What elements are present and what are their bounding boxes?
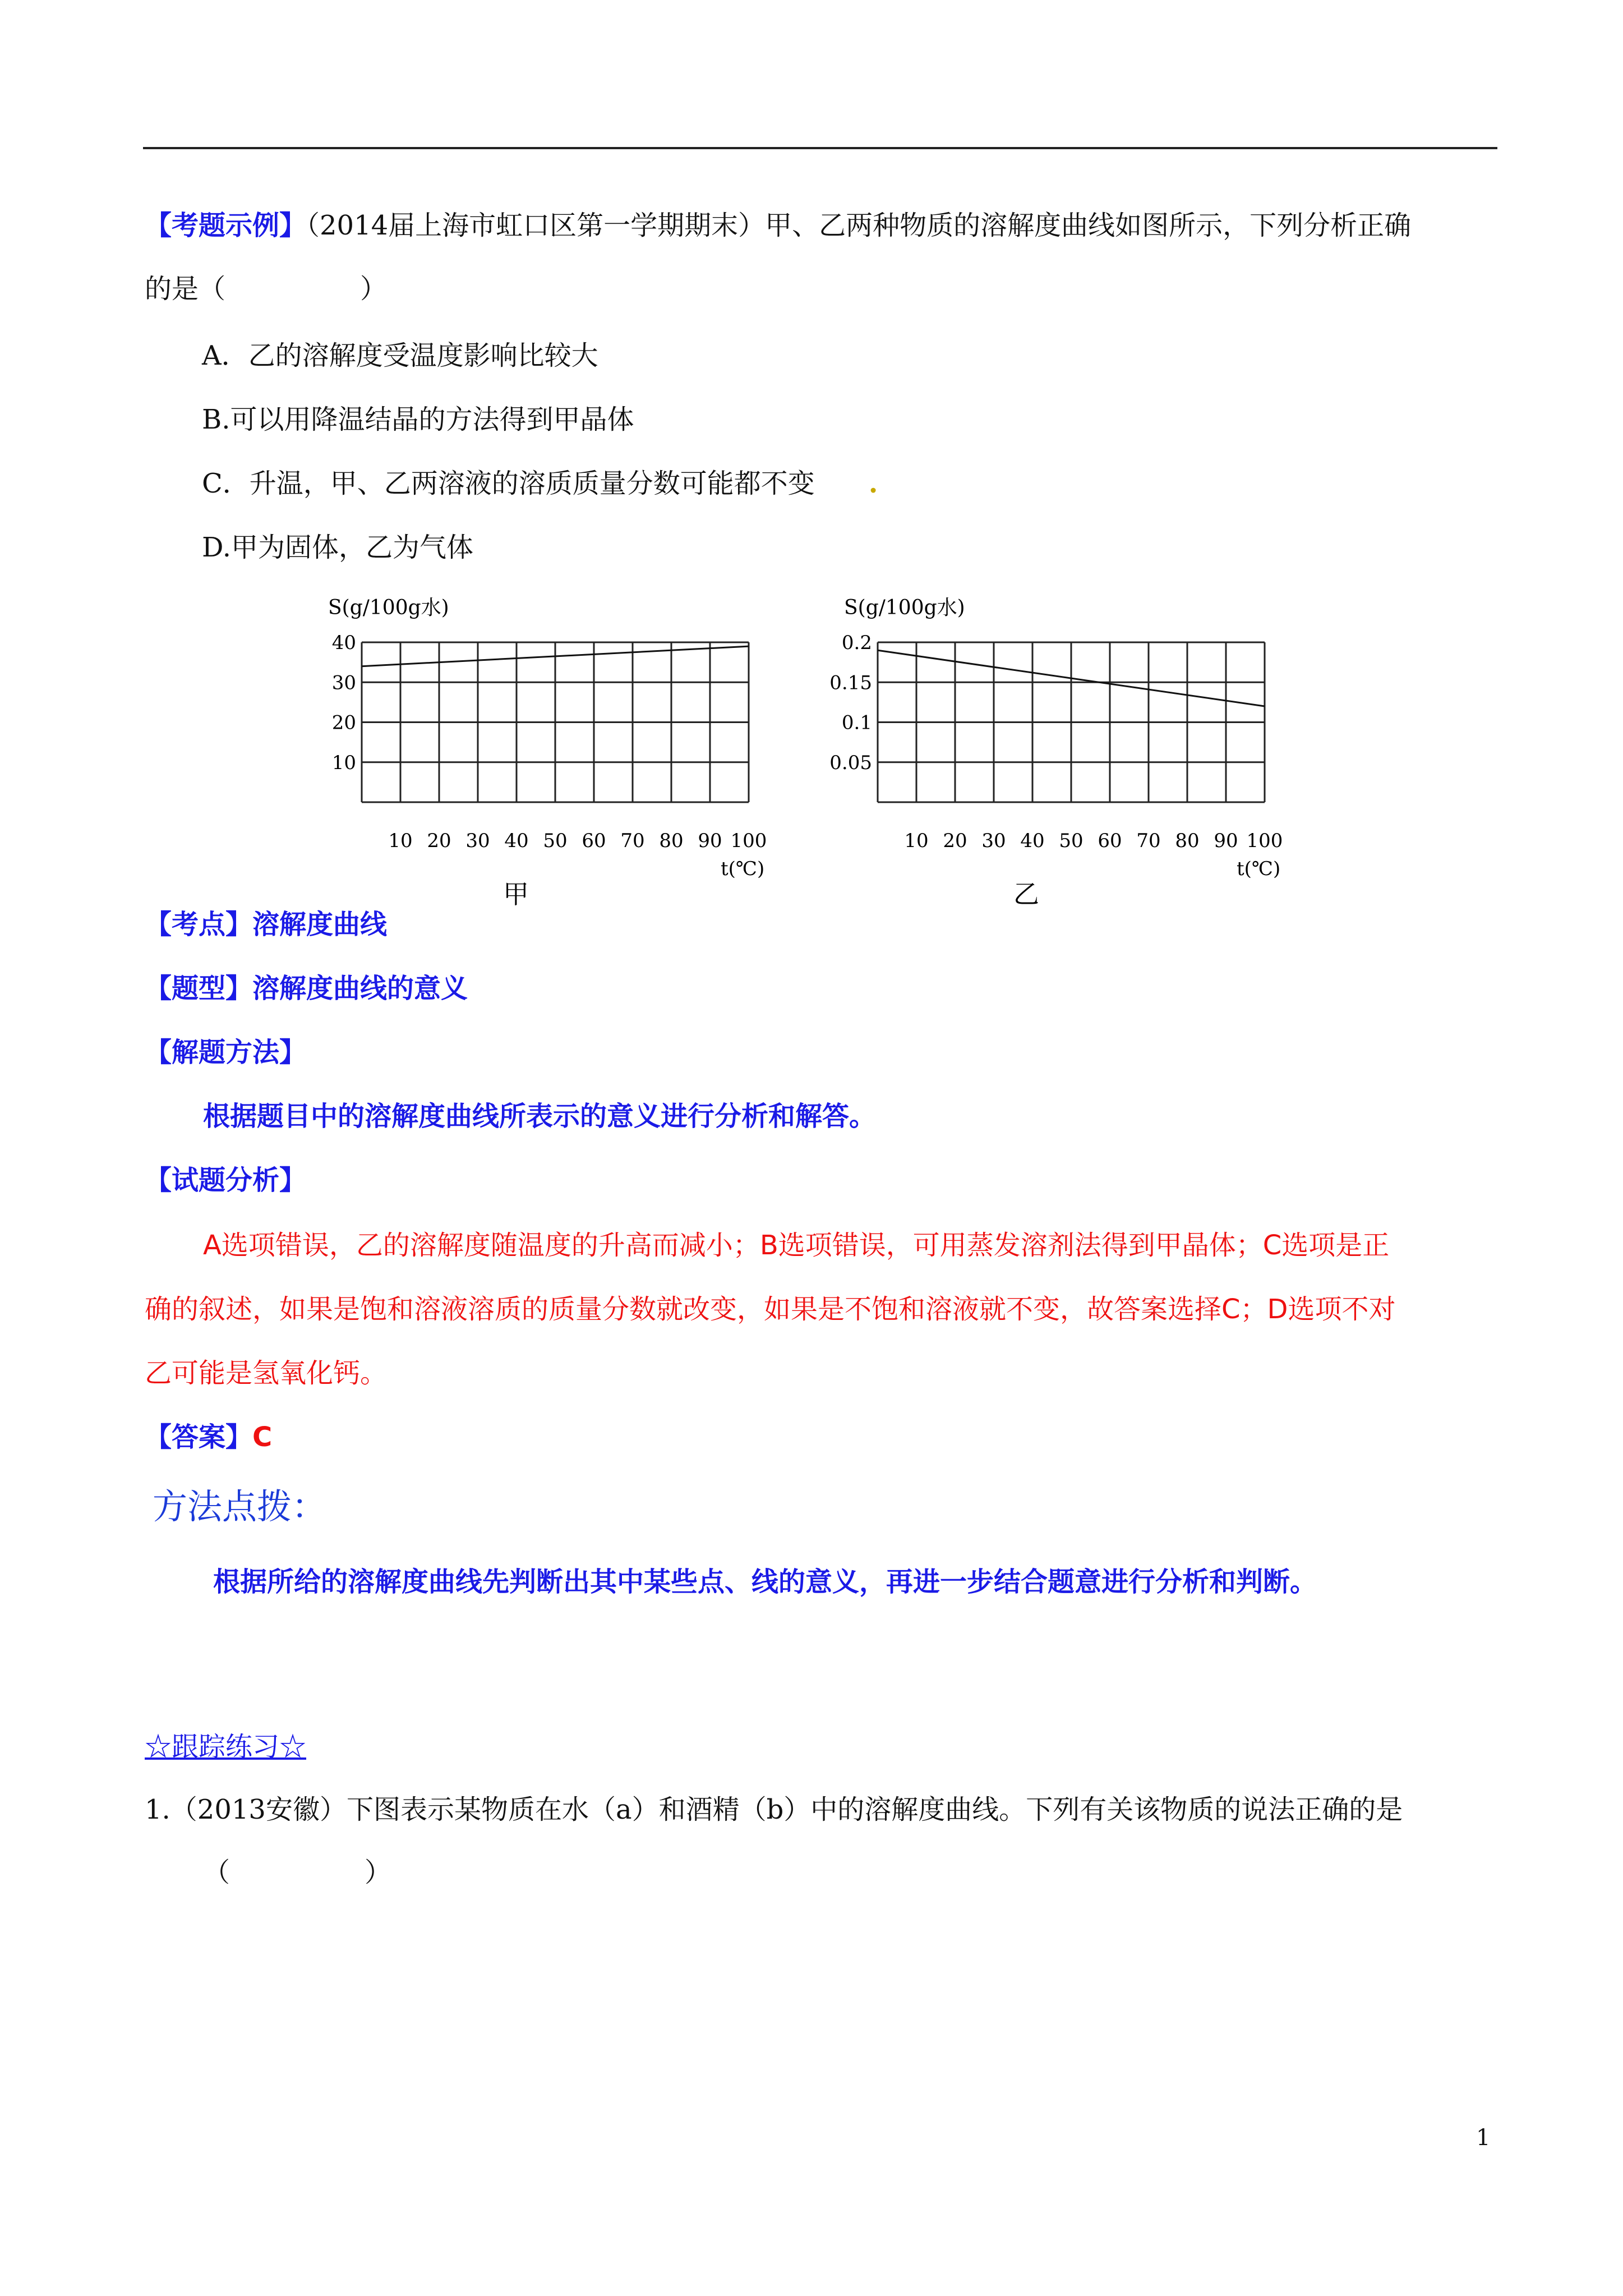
y-tick-label: 30 [331,671,356,694]
x-tick-label: 40 [504,830,529,852]
example-stem-line1 [145,209,1411,242]
y-tick-label: 40 [331,632,356,654]
x-tick-label: 30 [981,830,1006,852]
chart-title: 乙 [1013,879,1039,909]
x-tick-label: 30 [465,830,490,852]
x-tick-label: 60 [582,830,606,852]
option-a: A．乙的溶解度受温度影响比较大 [202,340,598,371]
x-tick-label: 50 [1059,830,1083,852]
x-tick-label: 40 [1020,830,1045,852]
answer-line [145,1420,272,1454]
x-tick-label: 10 [388,830,413,852]
analysis-line-2: 确的叙述，如果是饱和溶液溶质的质量分数就改变，如果是不饱和溶液就不变，故答案选择C；D选项不对 [145,1294,1396,1325]
analysis-line-1: A选项错误，乙的溶解度随温度的升高而减小；B选项错误，可用蒸发溶剂法得到甲晶体；C选项是正 [203,1230,1390,1261]
answer-tag: 【答案】 [145,1421,253,1453]
y-tick-label: 20 [331,711,356,734]
chart-title: 甲 [503,879,529,909]
tixing-text: 溶解度曲线的意义 [252,973,468,1004]
answer-text: C [252,1421,273,1453]
example-stem-line2: 的是（ ） [145,273,388,305]
stray-mark: . [868,468,878,499]
x-axis-label: t(℃) [721,858,765,880]
y-tick-label: 0.2 [841,632,872,654]
y-tick-label: 0.1 [841,711,872,734]
option-c [202,467,878,500]
x-tick-label: 80 [659,830,684,852]
practice-title[interactable]: ☆跟踪练习☆ [145,1731,307,1763]
chart-jia [314,583,774,909]
option-c-text: C．升温，甲、乙两溶液的溶质质量分数可能都不变 [202,468,815,499]
y-tick-label: 0.15 [829,671,872,694]
q1-line2: （ ） [203,1857,392,1888]
x-tick-label: 100 [730,830,767,852]
x-tick-label: 10 [904,830,929,852]
tixing-tag: 【题型】 [145,973,253,1004]
x-tick-label: 80 [1175,830,1200,852]
x-tick-label: 50 [543,830,568,852]
x-axis-label: t(℃) [1237,858,1281,880]
kaodian-text: 溶解度曲线 [252,909,388,940]
method-text: 根据题目中的溶解度曲线所表示的意义进行分析和解答。 [203,1101,877,1132]
y-tick-label: 10 [331,751,356,774]
x-tick-label: 60 [1098,830,1122,852]
x-tick-label: 90 [1214,830,1238,852]
x-tick-label: 100 [1246,830,1283,852]
q1-line1: 1.（2013安徽）下图表示某物质在水（a）和酒精（b）中的溶解度曲线。下列有关该物质的说法正确的是 [145,1794,1403,1825]
example-stem-text: （2014届上海市虹口区第一学期期末）甲、乙两种物质的溶解度曲线如图所示，下列分析正确 [306,210,1412,241]
option-d: D.甲为固体，乙为气体 [202,532,474,563]
analysis-tag: 【试题分析】 [145,1165,307,1196]
option-b: B.可以用降温结晶的方法得到甲晶体 [202,404,634,435]
tixing-line [145,972,468,1005]
x-tick-label: 90 [698,830,722,852]
chart-yi [808,583,1312,909]
x-tick-label: 20 [943,830,967,852]
y-axis-label: S(g/100g水) [844,596,965,619]
tip-text: 根据所给的溶解度曲线先判断出其中某些点、线的意义，再进一步结合题意进行分析和判断。 [213,1566,1317,1598]
analysis-line-3: 乙可能是氢氧化钙。 [145,1358,388,1389]
method-tag: 【解题方法】 [145,1037,307,1068]
header-rule [143,147,1497,149]
kaodian-line [145,908,387,941]
y-tick-label: 0.05 [829,751,872,774]
x-tick-label: 70 [620,830,645,852]
example-tag: 【考题示例】 [145,210,307,241]
page-number: 1 [1476,2125,1491,2151]
x-tick-label: 70 [1136,830,1161,852]
kaodian-tag: 【考点】 [145,909,253,940]
y-axis-label: S(g/100g水) [328,596,449,619]
tip-title: 方法点拨： [153,1486,327,1527]
x-tick-label: 20 [427,830,451,852]
